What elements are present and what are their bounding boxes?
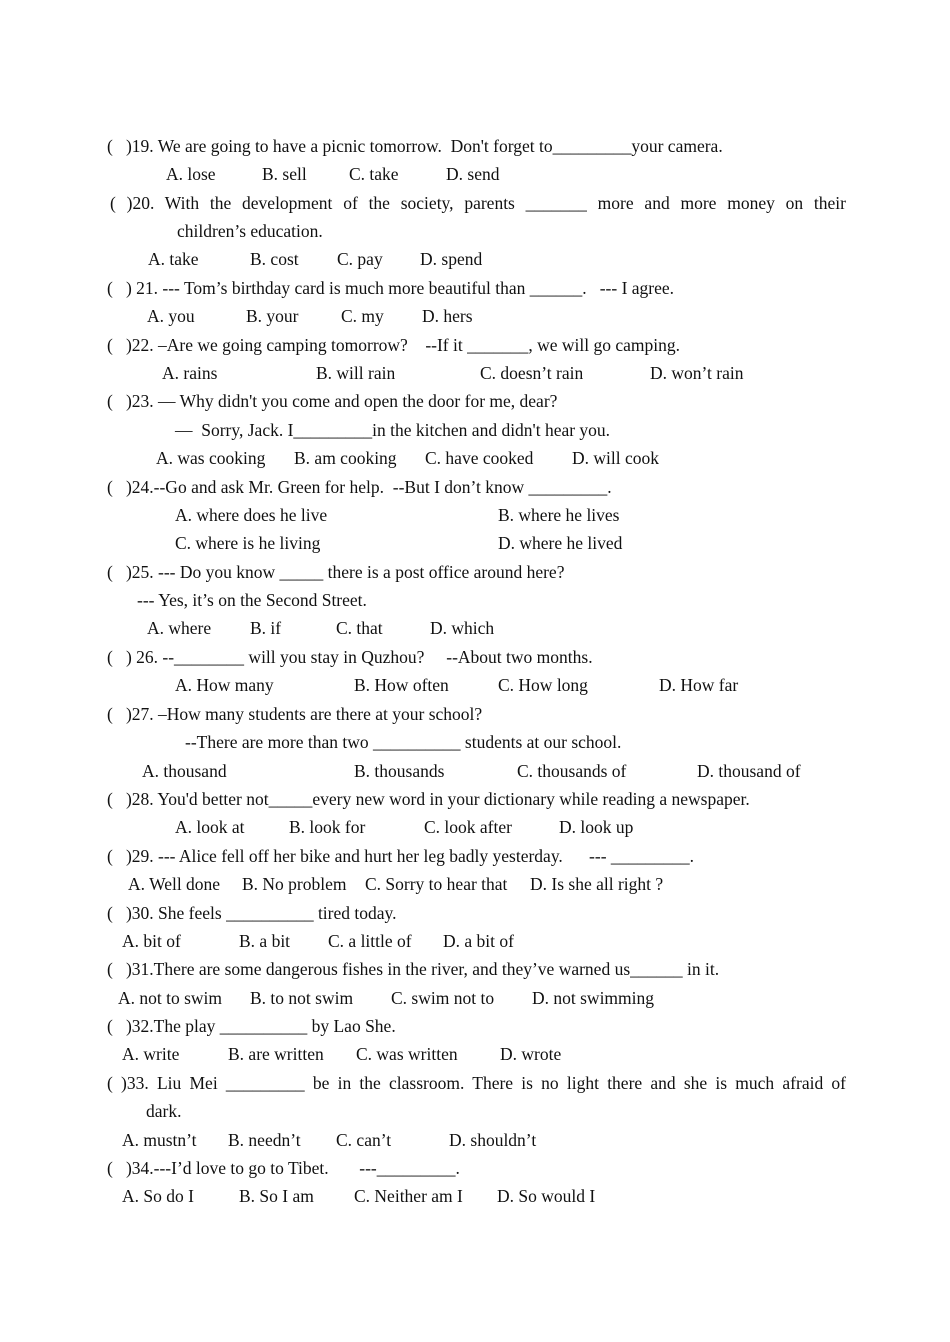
question-23-continuation: — Sorry, Jack. I_________in the kitchen and didn't hear you.: [175, 420, 611, 440]
q24-option-b: B. where he lives: [498, 505, 620, 525]
q27-option-d: D. thousand of: [697, 761, 801, 781]
q30-option-a: A. bit of: [122, 931, 181, 951]
question-22-stem: ( )22. –Are we going camping tomorrow? --If it _______, we will go camping.: [107, 335, 680, 355]
q23-option-c: C. have cooked: [425, 448, 534, 468]
q33-option-a: A. mustn’t: [122, 1130, 197, 1150]
q29-option-a: A. Well done: [128, 874, 221, 894]
q27-option-c: C. thousands of: [517, 761, 627, 781]
q24-option-d: D. where he lived: [498, 533, 623, 553]
q21-option-c: C. my: [341, 306, 384, 326]
q25-option-a: A. where: [147, 618, 212, 638]
question-19-stem: ( )19. We are going to have a picnic tomorrow. Don't forget to_________your camera.: [107, 136, 723, 156]
q27-option-b: B. thousands: [354, 761, 445, 781]
q23-option-b: B. am cooking: [294, 448, 397, 468]
q22-option-c: C. doesn’t rain: [480, 363, 584, 383]
question-33-stem: ( )33. Liu Mei _________ be in the classroom. There is no light there and she is much afraid of: [107, 1073, 846, 1093]
q28-option-c: C. look after: [424, 817, 512, 837]
question-21-stem: ( ) 21. --- Tom’s birthday card is much more beautiful than ______. --- I agree.: [107, 278, 675, 298]
q23-option-d: D. will cook: [572, 448, 660, 468]
question-20-continuation: children’s education.: [177, 221, 323, 241]
question-33-continuation: dark.: [146, 1101, 182, 1121]
q25-option-b: B. if: [250, 618, 282, 638]
question-34-stem: ( )34.---I’d love to go to Tibet. ---_________.: [107, 1158, 460, 1178]
q31-option-c: C. swim not to: [391, 988, 495, 1008]
question-25-stem: ( )25. --- Do you know _____ there is a post office around here?: [107, 562, 565, 582]
q30-option-b: B. a bit: [239, 931, 291, 951]
q34-option-a: A. So do I: [122, 1186, 194, 1206]
q31-option-b: B. to not swim: [250, 988, 354, 1008]
q24-option-c: C. where is he living: [175, 533, 321, 553]
question-31-stem: ( )31.There are some dangerous fishes in the river, and they’ve warned us______ in it.: [107, 959, 720, 979]
q20-option-b: B. cost: [250, 249, 299, 269]
q26-option-a: A. How many: [175, 675, 274, 695]
q34-option-c: C. Neither am I: [354, 1186, 463, 1206]
question-20-stem: ( )20. With the development of the society, parents _______ more and more money on their: [110, 193, 846, 213]
q28-option-b: B. look for: [289, 817, 366, 837]
q20-option-c: C. pay: [337, 249, 383, 269]
q19-option-a: A. lose: [166, 164, 216, 184]
q25-option-c: C. that: [336, 618, 383, 638]
q31-option-d: D. not swimming: [532, 988, 655, 1008]
q23-option-a: A. was cooking: [156, 448, 266, 468]
q19-option-c: C. take: [349, 164, 399, 184]
q33-option-d: D. shouldn’t: [449, 1130, 537, 1150]
q21-option-b: B. your: [246, 306, 299, 326]
q19-option-d: D. send: [446, 164, 500, 184]
q34-option-d: D. So would I: [497, 1186, 596, 1206]
q21-option-d: D. hers: [422, 306, 473, 326]
question-29-stem: ( )29. --- Alice fell off her bike and hurt her leg badly yesterday. --- _________.: [107, 846, 695, 866]
question-32-stem: ( )32.The play __________ by Lao She.: [107, 1016, 396, 1036]
q32-option-c: C. was written: [356, 1044, 458, 1064]
question-24-stem: ( )24.--Go and ask Mr. Green for help. --But I don’t know _________.: [107, 477, 612, 497]
q26-option-d: D. How far: [659, 675, 739, 695]
q30-option-c: C. a little of: [328, 931, 412, 951]
q25-option-d: D. which: [430, 618, 495, 638]
q24-option-a: A. where does he live: [175, 505, 328, 525]
question-27-continuation: --There are more than two __________ students at our school.: [185, 732, 622, 752]
q26-option-c: C. How long: [498, 675, 588, 695]
q29-option-c: C. Sorry to hear that: [365, 874, 508, 894]
q20-option-a: A. take: [148, 249, 199, 269]
q21-option-a: A. you: [147, 306, 195, 326]
q32-option-a: A. write: [122, 1044, 180, 1064]
q22-option-b: B. will rain: [316, 363, 396, 383]
q34-option-b: B. So I am: [239, 1186, 314, 1206]
q19-option-b: B. sell: [262, 164, 307, 184]
q26-option-b: B. How often: [354, 675, 449, 695]
q28-option-d: D. look up: [559, 817, 634, 837]
question-28-stem: ( )28. You'd better not_____every new word in your dictionary while reading a newspaper.: [107, 789, 750, 809]
q22-option-a: A. rains: [162, 363, 218, 383]
q30-option-d: D. a bit of: [443, 931, 514, 951]
question-25-continuation: --- Yes, it’s on the Second Street.: [137, 590, 367, 610]
q22-option-d: D. won’t rain: [650, 363, 744, 383]
q32-option-b: B. are written: [228, 1044, 324, 1064]
question-27-stem: ( )27. –How many students are there at your school?: [107, 704, 483, 724]
question-23-stem: ( )23. — Why didn't you come and open the door for me, dear?: [107, 391, 558, 411]
q29-option-d: D. Is she all right ?: [530, 874, 664, 894]
question-30-stem: ( )30. She feels __________ tired today.: [107, 903, 397, 923]
question-26-stem: ( ) 26. --________ will you stay in Quzhou? --About two months.: [107, 647, 593, 667]
q33-option-c: C. can’t: [336, 1130, 392, 1150]
q27-option-a: A. thousand: [142, 761, 227, 781]
q20-option-d: D. spend: [420, 249, 483, 269]
q29-option-b: B. No problem: [242, 874, 347, 894]
q31-option-a: A. not to swim: [118, 988, 223, 1008]
q33-option-b: B. needn’t: [228, 1130, 301, 1150]
q28-option-a: A. look at: [175, 817, 245, 837]
q32-option-d: D. wrote: [500, 1044, 562, 1064]
